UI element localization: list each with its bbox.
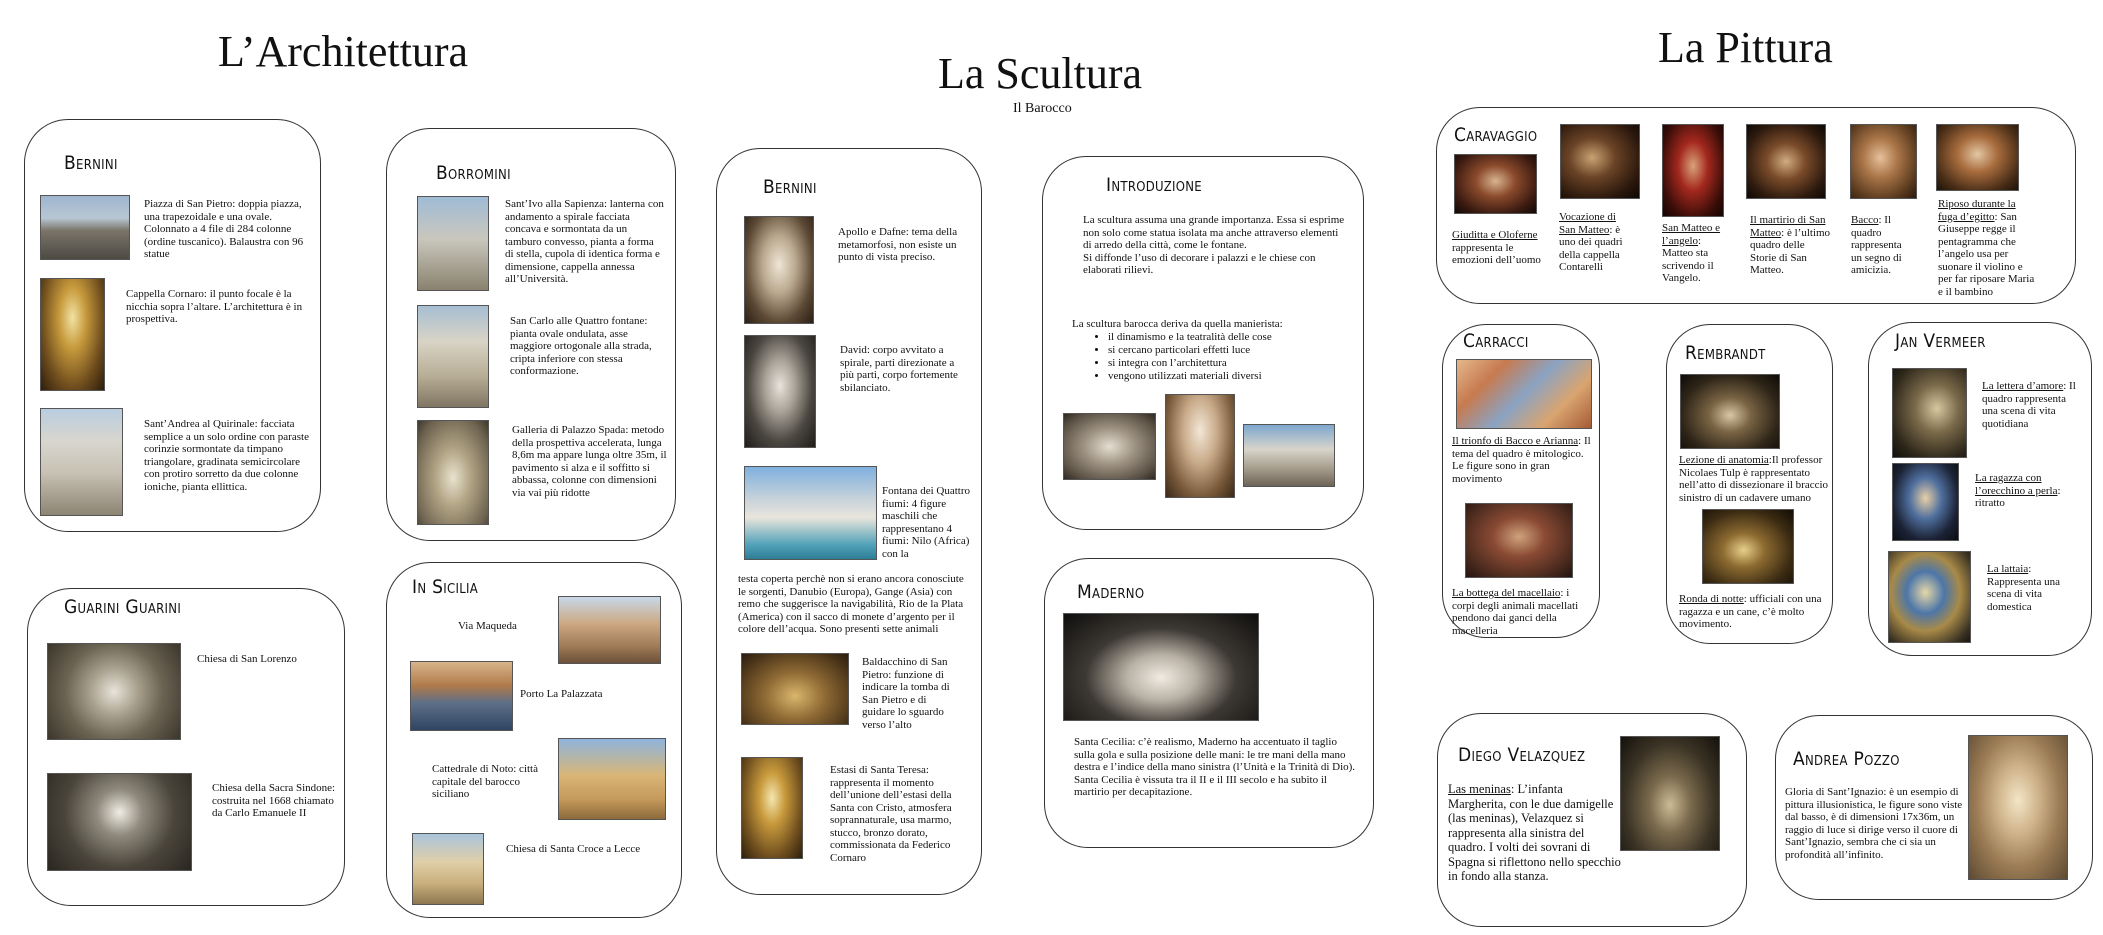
- text-gloria-sant-ignazio: Gloria di Sant’Ignazio: è un esempio di pittura illusionistica, le figure sono viste dal basso, è di dimensioni 17x36m, un raggio di luce si dirige verso il cuore di Sant’Ignazio, sembra che ci sia un profondità all’infinito.: [1785, 786, 1963, 861]
- text-lezione-anatomia: [1679, 454, 1829, 504]
- text-baldacchino: Baldacchino di San Pietro: funzione di indicare la tomba di San Pietro e di guidare lo sguardo verso l’alto: [862, 656, 950, 731]
- photo-intro-1: [1063, 413, 1156, 480]
- photo-intro-2: [1165, 394, 1235, 498]
- heading-pitt-vermeer: Jan Vermeer: [1895, 330, 1986, 352]
- heading-arch-bernini: Bernini: [64, 152, 118, 174]
- photo-santa-croce-lecce: [412, 833, 484, 905]
- text-lattaia: [1987, 563, 2082, 613]
- text-bacco: [1851, 214, 1913, 277]
- title-scultura: La Scultura: [938, 49, 1143, 98]
- photo-san-matteo-angelo: [1662, 124, 1724, 217]
- title-riposo-fuga-egitto: Riposo durante la fuga d’egitto: [1938, 198, 2016, 223]
- text-porto-palazzata: Porto La Palazzata: [520, 688, 603, 700]
- text-giuditta-oloferne: [1452, 229, 1542, 267]
- desc-bacco: : Il quadro rappresenta un segno di amicizia.: [1851, 214, 1902, 276]
- heading-arch-sicilia: In Sicilia: [412, 576, 479, 598]
- desc-lattaia: : Rappresenta una scena di vita domestica: [1987, 563, 2060, 613]
- text-palazzo-spada: Galleria di Palazzo Spada: metodo della prospettiva accelerata, lunga 8,6m ma appare lunga oltre 35m, il pavimento si alza e il soffitto si abbassa, colonne con dimensioni via vai più ridotte: [512, 424, 667, 499]
- title-architettura: L’Architettura: [218, 27, 469, 76]
- text-trionfo-bacco: [1452, 435, 1592, 485]
- heading-arch-guarini: Guarini Guarini: [64, 596, 182, 618]
- desc-giuditta-oloferne: rappresenta le emozioni dell’uomo: [1452, 241, 1541, 266]
- list-item: • il dinamismo e la teatralità delle cose: [1108, 331, 1342, 344]
- text-san-matteo-angelo: [1662, 222, 1730, 285]
- photo-bacco: [1850, 124, 1917, 199]
- desc-las-meninas: : L’infanta Margherita, con le due damigelle (las meninas), Velazquez si rappresenta alla sinistra del quadro. I volti dei sovrani di Spagna si riflettono nello specchio in fondo alla stanza.: [1448, 782, 1621, 883]
- text-santa-croce-lecce: Chiesa di Santa Croce a Lecce: [506, 843, 641, 855]
- title-lattaia: La lattaia: [1987, 563, 2029, 575]
- desc-riposo-fuga-egitto: : San Giuseppe regge il pentagramma che l’angelo usa per suonare il violino e per far riposare Maria e il bambino: [1938, 210, 2035, 298]
- photo-palazzo-spada: [417, 420, 489, 525]
- title-lezione-anatomia: Lezione di anatomia: [1679, 454, 1769, 466]
- text-cattedrale-noto: Cattedrale di Noto: città capitale del barocco siciliano: [432, 763, 538, 800]
- text-intro-p1: [1083, 214, 1345, 277]
- text-cappella-cornaro: Cappella Cornaro: il punto focale è la nicchia sopra l’altare. L’architettura è in prospettiva.: [126, 288, 303, 325]
- heading-pitt-pozzo: Andrea Pozzo: [1793, 748, 1900, 770]
- text-fontana-full: testa coperta perchè non si erano ancora conosciute le sorgenti, Danubio (Europa), Gange (Asia) con remo che suggerisce la navigabilità, Rio de la Plata (America) con il sacco di monete d’argento per il colore dell’acqua. Sono presenti sette animali: [738, 573, 964, 635]
- title-giuditta-oloferne: Giuditta e Oloferne: [1452, 229, 1538, 241]
- photo-intro-3: [1243, 424, 1335, 487]
- photo-sacra-sindone: [47, 773, 192, 871]
- title-ronda-di-notte: Ronda di notte: [1679, 593, 1744, 605]
- photo-bottega-macellaio: [1465, 503, 1573, 578]
- photo-ragazza-orecchino: [1892, 463, 1959, 541]
- photo-cappella-cornaro: [40, 278, 105, 391]
- text-sant-ivo: Sant’Ivo alla Sapienza: lanterna con andamento a spirale facciata concava e sormontata da un tamburo convesso, pianta a forma di stella, cupola di identica forma e dimensione, cappella annessa all’Università.: [505, 198, 664, 285]
- photo-estasi-santa-teresa: [741, 757, 803, 859]
- photo-san-lorenzo: [47, 643, 181, 740]
- heading-scult-intro: Introduzione: [1106, 174, 1202, 196]
- photo-las-meninas: [1620, 736, 1720, 851]
- title-bacco: Bacco: [1851, 214, 1879, 226]
- photo-riposo-fuga-egitto: [1936, 124, 2019, 191]
- photo-cattedrale-noto: [558, 738, 666, 820]
- heading-scult-maderno: Maderno: [1077, 581, 1145, 603]
- list-item: • vengono utilizzati materiali diversi: [1108, 370, 1342, 383]
- text-martirio-san-matteo: [1750, 214, 1832, 277]
- photo-lezione-anatomia: [1680, 374, 1780, 449]
- photo-gloria-sant-ignazio: [1968, 735, 2068, 880]
- title-bottega-macellaio: La bottega del macellaio: [1452, 587, 1561, 599]
- photo-via-maqueda: [558, 596, 661, 664]
- desc-san-matteo-angelo: : Matteo sta scrivendo il Vangelo.: [1662, 234, 1714, 284]
- heading-pitt-caravaggio: Caravaggio: [1454, 124, 1538, 146]
- text-riposo-fuga-egitto: [1938, 198, 2036, 298]
- text-intro-p1-line: La scultura assuma una grande importanza. Essa si esprime non solo come statua isolata ma anche attraverso elementi di arredo della città, come le fontane.: [1083, 214, 1345, 251]
- photo-giuditta-oloferne: [1454, 154, 1537, 214]
- list-item: • si integra con l’architettura: [1108, 357, 1342, 370]
- title-las-meninas: Las meninas: [1448, 782, 1511, 796]
- title-pittura: La Pittura: [1658, 23, 1833, 72]
- photo-sant-ivo: [417, 196, 489, 291]
- list-item: • si cercano particolari effetti luce: [1108, 344, 1342, 357]
- photo-porto-palazzata: [410, 661, 513, 731]
- text-bottega-macellaio: [1452, 587, 1587, 637]
- desc-bottega-macellaio: : i corpi degli animali macellati pendono dai ganci della macelleria: [1452, 587, 1579, 637]
- text-vocazione-san-matteo: [1559, 211, 1627, 274]
- text-lettera-amore: [1982, 380, 2082, 430]
- desc-lezione-anatomia: :Il professor Nicolaes Tulp è rappresentato nell’atto di dissezionare il braccio sinistro di un cadavere umano: [1679, 454, 1829, 504]
- photo-david: [744, 335, 816, 448]
- text-santa-cecilia: Santa Cecilia: c’è realismo, Maderno ha accentuato il taglio sulla gola e sulla posizione delle mani: le tre mani della mano destra e l’indice della mano sinistra (l’Unità e la Trinità di Dio). Santa Cecilia è vissuta tra il II e il III secolo e ha subito il martirio per decapitazione.: [1074, 736, 1356, 798]
- photo-fontana-quattro-fiumi: [744, 466, 877, 560]
- text-estasi-santa-teresa: Estasi di Santa Teresa: rappresenta il momento dell’unione dell’estasi della Santa con Cristo, atmosfera soprannaturale, usa marmo, stucco, bronzo dorato, commissionata da Federico Cornaro: [830, 764, 952, 864]
- text-las-meninas: [1448, 782, 1624, 884]
- desc-martirio-san-matteo: : è l’ultimo quadro delle Storie di San Matteo.: [1750, 226, 1831, 276]
- text-piazza-san-pietro: Piazza di San Pietro: doppia piazza, una trapezoidale e una ovale. Colonnato a 4 file di 284 colonne (ordine tuscanico). Balaustra con 96 statue: [144, 198, 304, 260]
- heading-pitt-rembrandt: Rembrandt: [1685, 342, 1766, 364]
- title-lettera-amore: La lettera d’amore: [1982, 380, 2064, 392]
- text-sant-andrea-quirinale: Sant’Andrea al Quirinale: facciata semplice a un solo ordine con paraste corinzie sormontate da timpano triangolare, gradinata semicircolare con protiro sorretto da due colonne ioniche, pianta ellittica.: [144, 418, 309, 493]
- text-san-carlo: San Carlo alle Quattro fontane: pianta ovale ondulata, asse maggiore ortogonale alla strada, cripta inferiore con stessa conformazione.: [510, 315, 652, 377]
- text-intro-p2-line: Si diffonde l’uso di decorare i palazzi e le chiese con elaborati rilievi.: [1083, 251, 1316, 276]
- photo-ronda-di-notte: [1702, 509, 1794, 584]
- photo-sant-andrea-quirinale: [40, 408, 123, 516]
- photo-lattaia: [1888, 551, 1971, 643]
- photo-santa-cecilia: [1063, 613, 1259, 721]
- text-via-maqueda: Via Maqueda: [458, 620, 517, 632]
- text-fontana-side: Fontana dei Quattro fiumi: 4 figure maschili che rappresentano 4 fiumi: Nilo (Africa) con la: [882, 485, 970, 560]
- photo-martirio-san-matteo: [1746, 124, 1826, 199]
- photo-apollo-dafne: [744, 216, 814, 324]
- text-david: David: corpo avvitato a spirale, parti direzionate a più parti, corpo fortemente sbilanciato.: [840, 344, 958, 394]
- photo-trionfo-bacco: [1456, 359, 1592, 429]
- photo-lettera-amore: [1892, 368, 1967, 458]
- title-trionfo-bacco: Il trionfo di Bacco e Arianna: [1452, 435, 1579, 447]
- heading-pitt-carracci: Carracci: [1463, 330, 1529, 352]
- desc-vocazione-san-matteo: : è uno dei quadri della cappella Contarelli: [1559, 223, 1623, 273]
- text-ragazza-orecchino: [1975, 472, 2080, 510]
- text-apollo-dafne: Apollo e Dafne: tema della metamorfosi, non esiste un punto di vista preciso.: [838, 226, 958, 263]
- heading-arch-borromini: Borromini: [436, 162, 511, 184]
- title-martirio-san-matteo: Il martirio di San Matteo: [1750, 214, 1826, 239]
- text-san-lorenzo: Chiesa di San Lorenzo: [197, 653, 297, 665]
- list-intro-bullets: [1072, 331, 1342, 383]
- photo-san-carlo: [417, 305, 489, 408]
- photo-vocazione-san-matteo: [1560, 124, 1640, 199]
- heading-scult-bernini: Bernini: [763, 176, 817, 198]
- desc-trionfo-bacco: : Il tema del quadro è mitologico. Le figure sono in gran movimento: [1452, 435, 1591, 485]
- heading-pitt-velazquez: Diego Velazquez: [1458, 744, 1586, 766]
- text-intro-p3: La scultura barocca deriva da quella manierista:: [1072, 318, 1283, 330]
- desc-ragazza-orecchino: : ritratto: [1975, 484, 2061, 509]
- photo-baldacchino: [741, 653, 849, 725]
- photo-piazza-san-pietro: [40, 195, 130, 260]
- text-sacra-sindone: Chiesa della Sacra Sindone: costruita nel 1668 chiamato da Carlo Emanuele II: [212, 782, 336, 819]
- text-ronda-di-notte: [1679, 593, 1829, 631]
- title-vocazione-san-matteo: Vocazione di San Matteo: [1559, 211, 1616, 236]
- title-san-matteo-angelo: San Matteo e l’angelo: [1662, 222, 1721, 247]
- desc-ronda-di-notte: : ufficiali con una ragazza e un cane, c’è molto movimento.: [1679, 593, 1822, 630]
- desc-lettera-amore: : Il quadro rappresenta una scena di vita quotidiana: [1982, 380, 2076, 430]
- subtitle-barocco: Il Barocco: [1013, 101, 1072, 116]
- title-ragazza-orecchino: La ragazza con l’orecchino a perla: [1975, 472, 2058, 497]
